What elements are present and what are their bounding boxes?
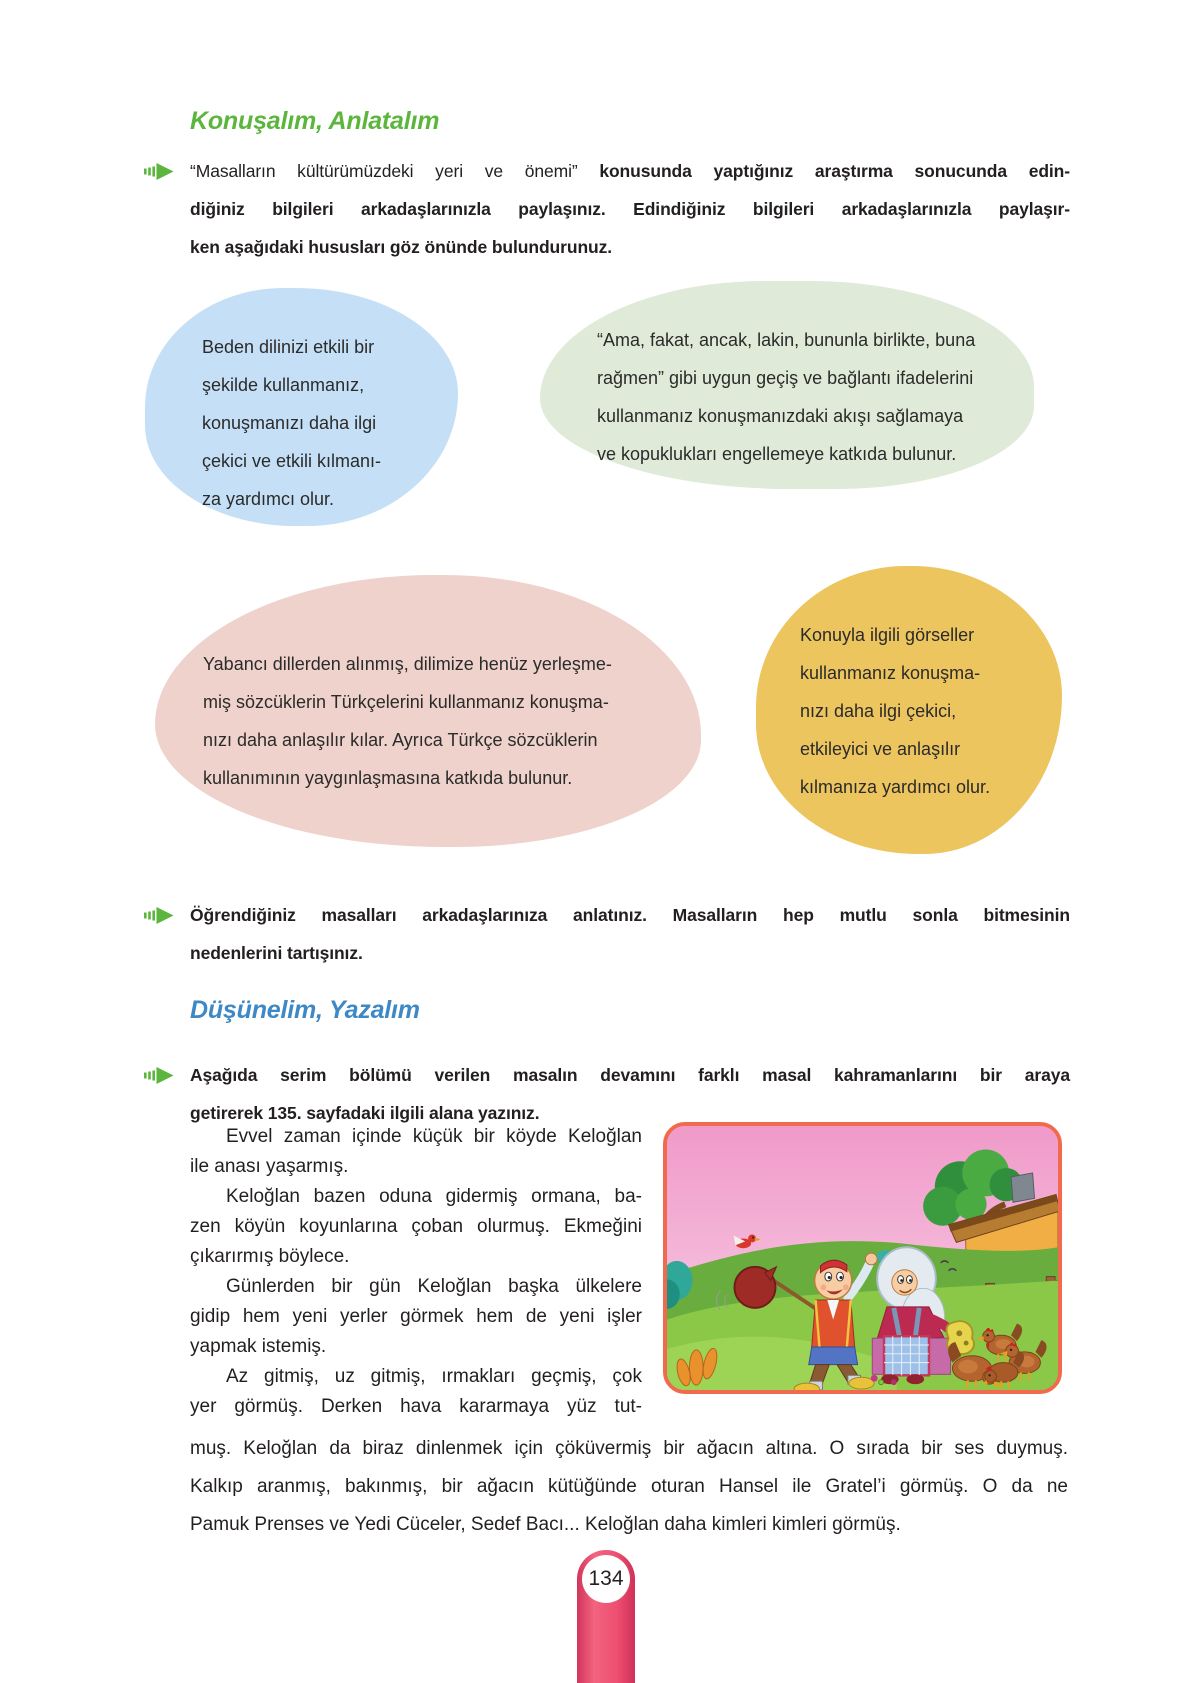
story-text-fullwidth [190,1430,1068,1544]
page-number-tab [577,1550,635,1683]
section-heading-talk: Konuşalım, Anlatalım [190,107,440,135]
text-line: kullanmanız konuşmanızdaki akışı sağlamaya [597,406,964,426]
text-line: konuşmanızı daha ilgi [202,413,377,433]
text-line: ile anası yaşarmış. [190,1156,349,1177]
keloglan-scene [667,1126,1058,1390]
text-line: Pamuk Prenses ve Yedi Cüceler, Sedef Bacı... Keloğlan daha kimleri kimleri görmüş. [190,1514,901,1535]
page-number: 134 [588,1567,624,1590]
text-line: nızı daha ilgi çekici, [800,701,957,721]
text-line: muş. Keloğlan da biraz dinlenmek için çöküvermiş bir ağacın altına. O sırada bir ses duymuş. [190,1438,1068,1459]
text-line: gidip hem yeni yerler görmek hem de yeni işler [190,1306,642,1327]
speech-bubble-body-language [145,288,458,526]
section-heading-write: Düşünelim, Yazalım [190,996,420,1024]
story-illustration [663,1122,1062,1394]
speech-bubble-transitions [540,281,1034,489]
tell-tales-bullet-text [190,896,1070,972]
text-line: Kalkıp aranmış, bakınmış, bir ağacın kütüğünde oturan Hansel ile Gratel’i görmüş. O da ne [190,1476,1068,1497]
text-line: Aşağıda serim bölümü verilen masalın devamını farklı masal kahramanlarını bir araya [190,1065,1070,1085]
text-line: nızı daha anlaşılır kılar. Ayrıca Türkçe sözcüklerin [203,730,598,750]
speech-bubble-turkish-words [155,575,701,847]
research-bullet-text [190,152,1070,266]
text-line: Yabancı dillerden alınmış, dilimize henüz yerleşme- [203,654,612,674]
text-line: diğiniz bilgileri arkadaşlarınızla paylaşınız. Edindiğiniz bilgileri arkadaşlarınızla paylaşır- [190,199,1070,219]
text-line: Az gitmiş, uz gitmiş, ırmakları geçmiş, çok [226,1366,642,1387]
write-continuation-bullet-text [190,1056,1070,1132]
text-line [190,152,1070,190]
text-line: yer görmüş. Derken hava kararmaya yüz tut- [190,1396,642,1417]
text-line: kılmanıza yardımcı olur. [800,777,991,797]
page-number-badge [582,1555,630,1603]
research-topic-quote: “Masalların kültürümüzdeki yeri ve önemi” [190,161,578,181]
story-text-column [190,1122,642,1422]
arrow-bullet-icon [144,1067,174,1084]
text-line: za yardımcı olur. [202,489,335,509]
text-line: ve kopuklukları engellemeye katkıda bulunur. [597,444,957,464]
text-line: şekilde kullanmanız, [202,375,365,395]
text-line: Konuyla ilgili görseller [800,625,975,645]
text-line: getirerek 135. sayfadaki ilgili alana yazınız. [190,1103,540,1123]
text-line: Keloğlan bazen oduna gidermiş ormana, ba- [226,1186,642,1207]
text-line: etkileyici ve anlaşılır [800,739,961,759]
text-line: yapmak istemiş. [190,1336,327,1357]
text-line: ken aşağıdaki hususları göz önünde bulundurunuz. [190,237,613,257]
text-line: Evvel zaman içinde küçük bir köyde Keloğlan [226,1126,642,1147]
arrow-bullet-icon [144,163,174,180]
text-line: Beden dilinizi etkili bir [202,337,375,357]
text-line: miş sözcüklerin Türkçelerini kullanmanız konuşma- [203,692,609,712]
text-line: Öğrendiğiniz masalları arkadaşlarınıza anlatınız. Masalların hep mutlu sonla bitmesinin [190,905,1070,925]
text-line: çıkarırmış böylece. [190,1246,350,1267]
research-line1-rest: konusunda yaptığınız araştırma sonucunda edin- [577,161,1070,181]
arrow-bullet-icon [144,907,174,924]
text-line: kullanmanız konuşma- [800,663,981,683]
speech-bubble-visuals [756,566,1062,854]
text-line: zen köyün koyunlarına çoban olurmuş. Ekmeğini [190,1216,642,1237]
text-line: nedenlerini tartışınız. [190,943,363,963]
text-line: “Ama, fakat, ancak, lakin, bununla birlikte, buna [597,330,976,350]
text-line: rağmen” gibi uygun geçiş ve bağlantı ifadelerini [597,368,974,388]
text-line: kullanımının yaygınlaşmasına katkıda bulunur. [203,768,573,788]
text-line: Günlerden bir gün Keloğlan başka ülkelere [226,1276,642,1297]
text-line: çekici ve etkili kılmanı- [202,451,382,471]
